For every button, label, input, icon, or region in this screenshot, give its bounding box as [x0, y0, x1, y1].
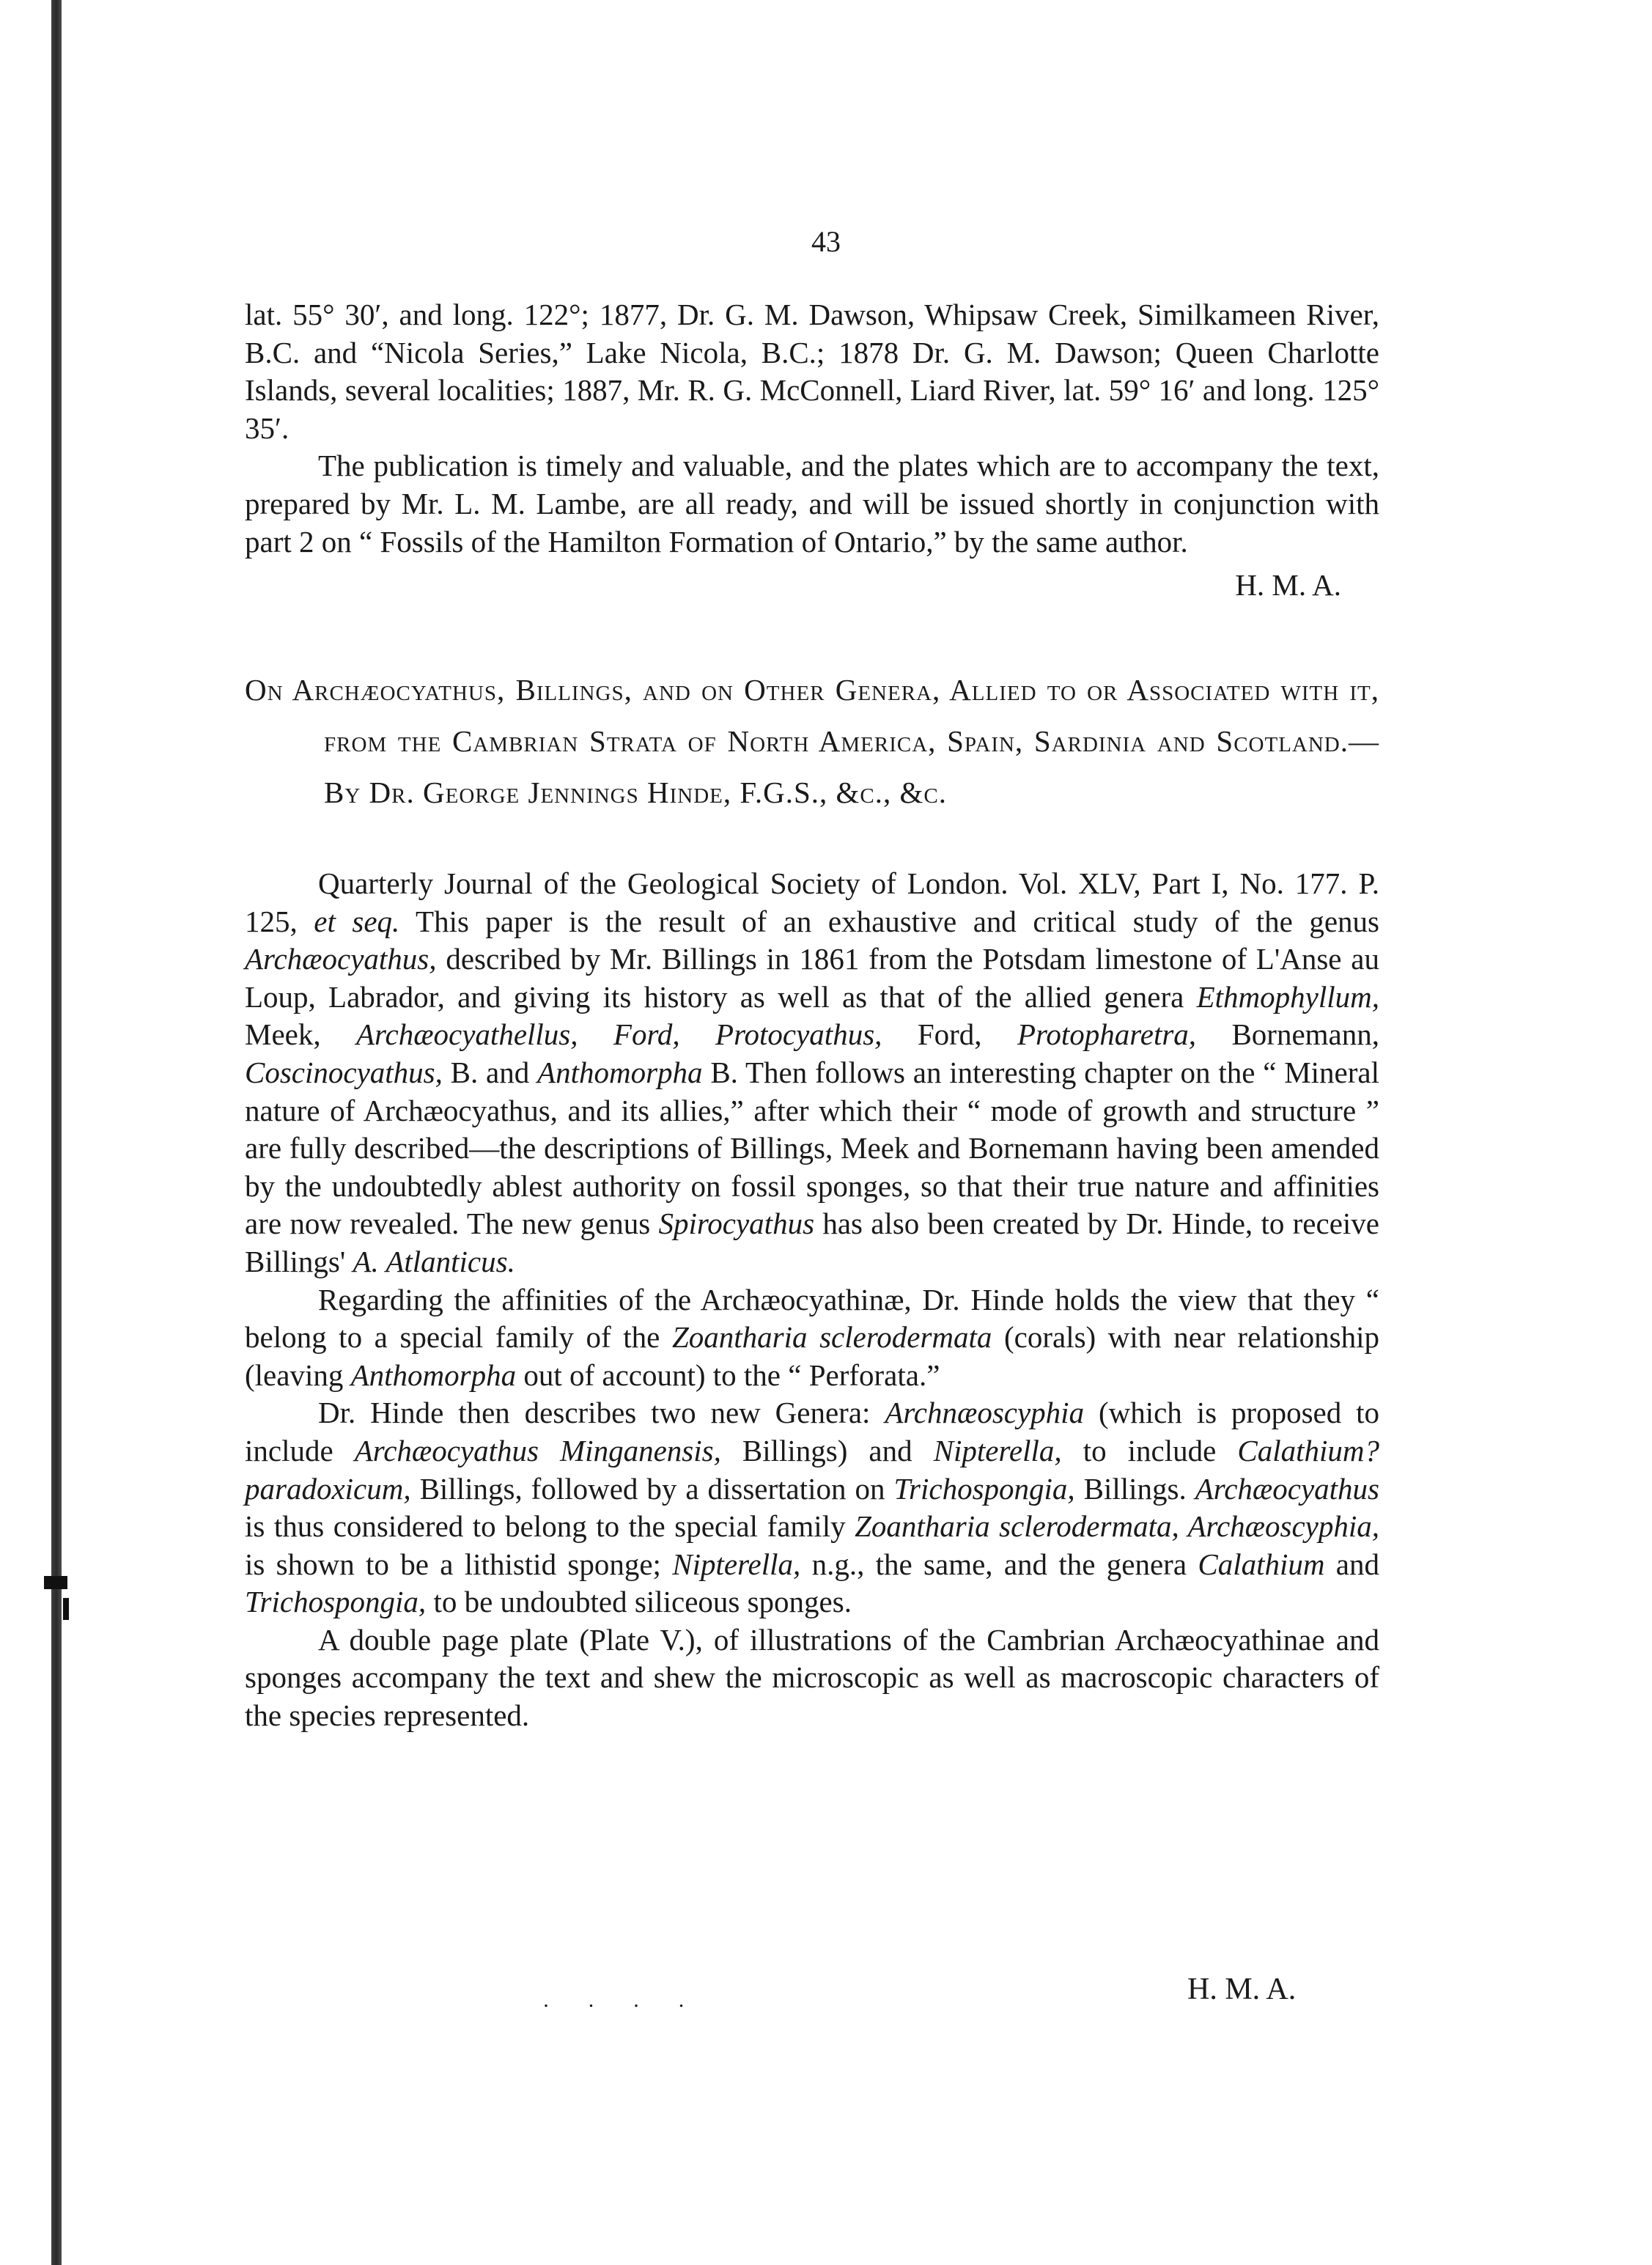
review-paragraph-2: Regarding the affinities of the Archæocyathinæ, Dr. Hinde holds the view that they “ belong to a special family of the Zoantharia sclerodermata (corals) with near relationship (leaving Anthomorpha out of account) to the “ Perforata.”: [245, 1282, 1379, 1392]
edge-mark: [44, 1576, 67, 1589]
review-paragraph-1: Quarterly Journal of the Geological Society of London. Vol. XLV, Part I, No. 177. P. 125, et seq. This paper is the result of an exhaustive and critical study of the genus Archæocyathus, described by Mr. Billings in 1861 from the Potsdam limestone of L'Anse au Loup, Labrador, and giving its history as well as that of the allied genera Ethmophyllum, Meek, Archæocyathellus, Ford, Protocyathus, Ford, Protopharetra, Bornemann, Coscinocyathus, B. and Anthomorpha B. Then follows an interesting chapter on the “ Mineral nature of Archæocyathus, and its allies,” after which their “ mode of growth and structure ” are fully described—the descriptions of Billings, Meek and Bornemann having been amended by the undoubtedly ablest authority on fossil sponges, so that their true nature and affinities are now revealed. The new genus Spirocyathus has also been created by Dr. Hinde, to receive Billings' A. Atlanticus.: [245, 866, 1379, 1278]
stray-dots: · · · ·: [542, 1994, 701, 2018]
review-paragraph-3: Dr. Hinde then describes two new Genera: Archnæoscyphia (which is proposed to include Archæocyathus Minganensis, Billings) and Nipterella, to include Calathium? paradoxicum, Billings, followed by a dissertation on Trichospongia, Billings. Archæocyathus is thus considered to belong to the special family Zoantharia sclerodermata, Archæoscyphia, is shown to be a lithistid sponge; Nipterella, n.g., the same, and the genera Calathium and Trichospongia, to be undoubted siliceous sponges.: [245, 1396, 1379, 1619]
edge-mark: [63, 1598, 69, 1620]
article-heading-text: On Archæocyathus, Billings, and on Other Genera, Allied to or Associated with it, from the Cambrian Strata of North America, Spain, Sardinia and Scotland.—By Dr. George Jennings Hinde, F.G.S., &c., &c.: [245, 673, 1379, 809]
page-number: 43: [811, 225, 841, 258]
body-top: [245, 296, 1379, 605]
review-paragraph-4: A double page plate (Plate V.), of illustrations of the Cambrian Archæocyathinae and sponges accompany the text and shew the microscopic as well as macroscopic characters of the species represented.: [245, 1622, 1379, 1733]
page-binding-edge: [51, 0, 62, 2265]
signature-2: H. M. A.: [1187, 1973, 1297, 2006]
review-body: [245, 865, 1379, 1735]
article-heading: [245, 664, 1379, 818]
signature-1: H. M. A.: [1235, 568, 1341, 603]
continuation-paragraph: lat. 55° 30′, and long. 122°; 1877, Dr. G. M. Dawson, Whipsaw Creek, Similkameen River, B.C. and “Nicola Series,” Lake Nicola, B.C.; 1878 Dr. G. M. Dawson; Queen Charlotte Islands, several localities; 1887, Mr. R. G. McConnell, Liard River, lat. 59° 16′ and long. 125° 35′.: [245, 298, 1379, 445]
publication-paragraph: The publication is timely and valuable, and the plates which are to accompany the text, prepared by Mr. L. M. Lambe, are all ready, and will be issued shortly in conjunction with part 2 on “ Fossils of the Hamilton Formation of Ontario,” by the same author.: [245, 449, 1379, 559]
